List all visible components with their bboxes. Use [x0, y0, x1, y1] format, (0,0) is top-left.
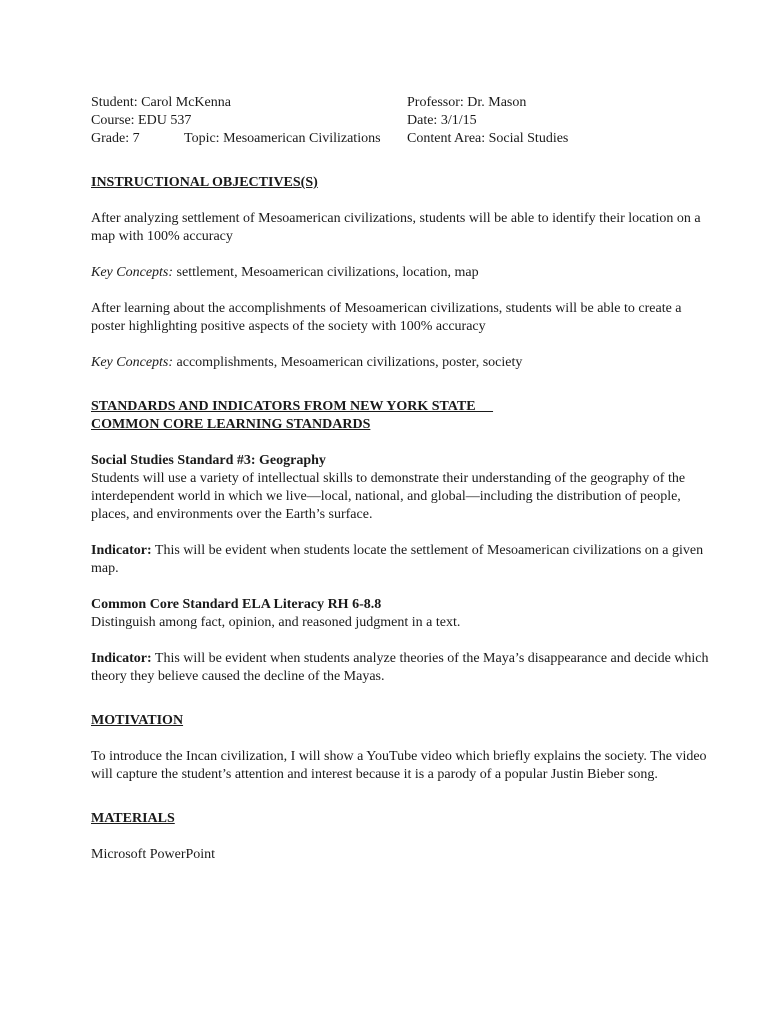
objective-2: After learning about the accomplishments of Mesoamerican civilizations, students will be able to create a poster highlighting positive aspects of the society with 100% accuracy: [91, 301, 682, 334]
standards-heading-line-2: COMMON CORE LEARNING STANDARDS: [91, 417, 371, 432]
grade-topic-row: [91, 130, 407, 148]
motivation-heading: MOTIVATION: [91, 713, 184, 728]
key-concepts-1-text: settlement, Mesoamerican civilizations, location, map: [173, 265, 479, 280]
common-core-standard-title: Common Core Standard ELA Literacy RH 6-8.8: [91, 597, 382, 612]
indicator-1: [91, 542, 711, 578]
key-concepts-1: [91, 264, 711, 282]
indicator-label: Indicator:: [91, 651, 152, 666]
indicator-2-text: This will be evident when students analyze theories of the Maya’s disappearance and decide which theory they believe caused the decline of the Mayas.: [91, 651, 709, 684]
date: Date: 3/1/15: [407, 113, 477, 128]
standards-heading-line-1-text: STANDARDS AND INDICATORS FROM NEW YORK STATE: [91, 399, 494, 414]
materials-item: Microsoft PowerPoint: [91, 847, 216, 862]
indicator-1-text: This will be evident when students locate the settlement of Mesoamerican civilizations on a given map.: [91, 543, 704, 576]
standards-heading-line-1: [91, 398, 711, 416]
content-area: Content Area: Social Studies: [407, 131, 569, 146]
topic: Topic: Mesoamerican Civilizations: [184, 131, 381, 146]
objective-1: After analyzing settlement of Mesoamerican civilizations, students will be able to identify their location on a map with 100% accuracy: [91, 211, 701, 244]
indicator-label: Indicator:: [91, 543, 152, 558]
key-concepts-2: [91, 354, 711, 372]
key-concepts-label: Key Concepts:: [91, 265, 174, 280]
social-studies-standard-text: Students will use a variety of intellectual skills to demonstrate their understanding of the geography of the interdependent world in which we live—local, national, and global—including the distribution of people, places, and environments over the Earth’s surface.: [91, 471, 686, 522]
professor-name: Professor: Dr. Mason: [407, 95, 527, 110]
materials-heading: MATERIALS: [91, 811, 175, 826]
social-studies-standard-title: Social Studies Standard #3: Geography: [91, 453, 326, 468]
student-name: Student: Carol McKenna: [91, 95, 231, 110]
motivation-text: To introduce the Incan civilization, I will show a YouTube video which briefly explains the society. The video will capture the student’s attention and interest because it is a parody of a popular Justin Bieber song.: [91, 749, 707, 782]
key-concepts-2-text: accomplishments, Mesoamerican civilizations, poster, society: [173, 355, 523, 370]
indicator-2: [91, 650, 711, 686]
common-core-standard-text: Distinguish among fact, opinion, and reasoned judgment in a text.: [91, 615, 461, 630]
lesson-plan-page: [91, 94, 711, 864]
course-code: Course: EDU 537: [91, 113, 192, 128]
grade: Grade: 7: [91, 131, 140, 146]
header-block: [91, 94, 711, 148]
objectives-heading: INSTRUCTIONAL OBJECTIVES(S): [91, 175, 318, 190]
key-concepts-label: Key Concepts:: [91, 355, 174, 370]
